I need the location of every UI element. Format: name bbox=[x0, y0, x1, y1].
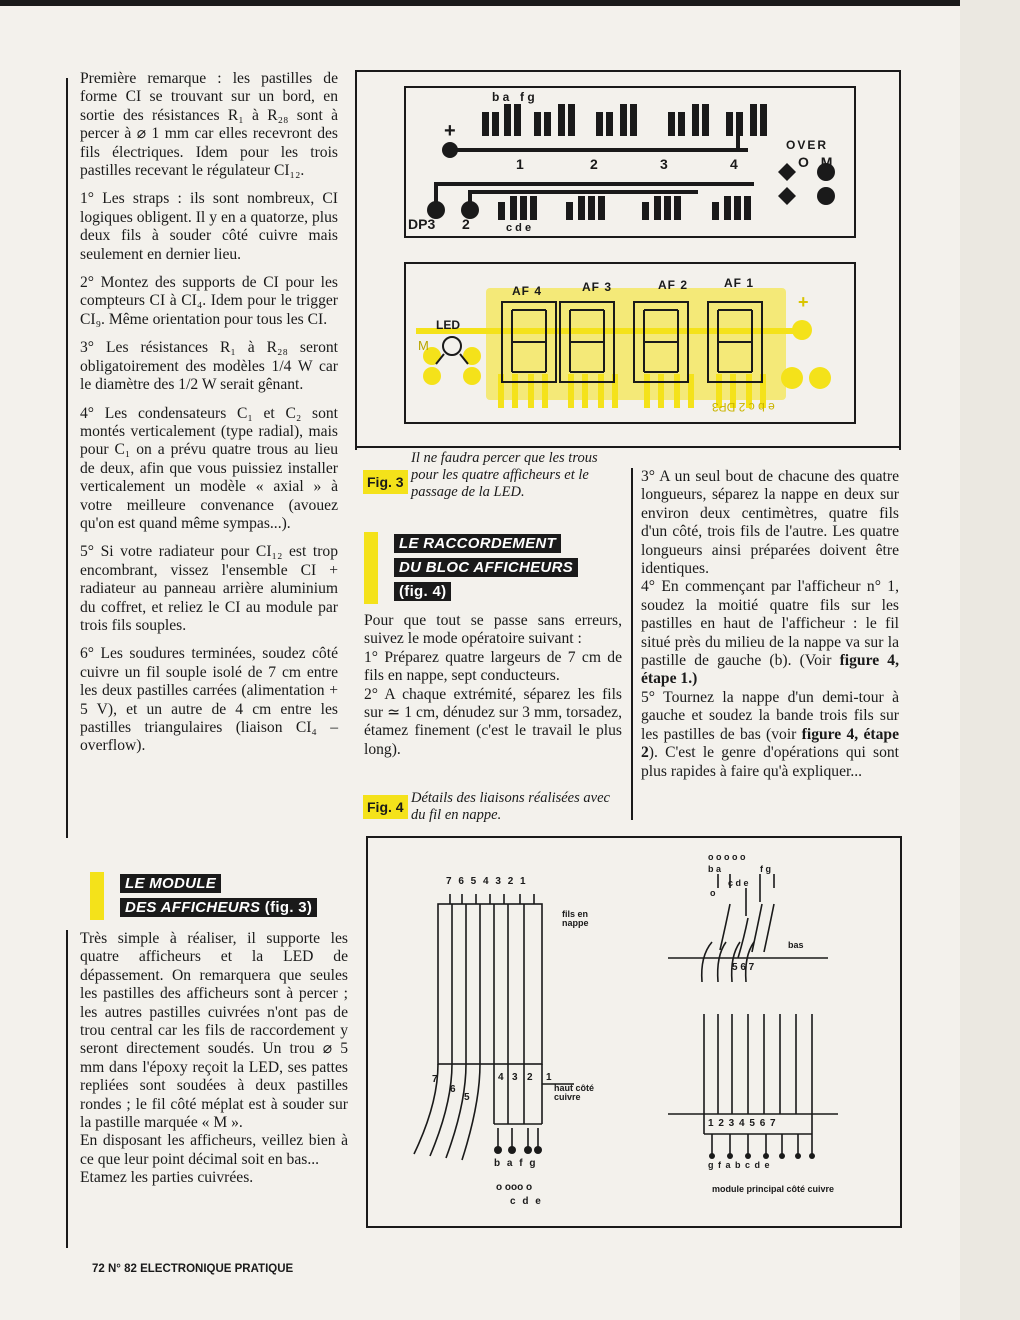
pcb-component-view bbox=[404, 262, 856, 424]
label-digit-2: 2 bbox=[590, 156, 598, 172]
label-digit-4: 4 bbox=[730, 156, 738, 172]
heading-accent bbox=[364, 532, 378, 604]
figure-tag: Fig. 4 bbox=[363, 795, 408, 819]
heading-line: DES AFFICHEURS (fig. 3) bbox=[120, 898, 317, 917]
label-3: 3 bbox=[512, 1072, 518, 1083]
paragraph: 2° A chaque extrémité, séparez les fils sur ≃ 1 cm, dénudez sur 3 mm, torsadez, étamez finement (c'est le travail le plus long). bbox=[364, 685, 622, 758]
label-mirror: e b c 2 DP3 bbox=[712, 400, 775, 414]
paragraph: 5° Si votre radiateur pour CI₁₂ est trop encombrant, vissez l'ensemble CI + radiateur au panneau arrière aluminium du coffret, et reliez le CI au module par trois fils souples. bbox=[80, 543, 338, 634]
left-column-continued bbox=[80, 930, 348, 1188]
pcb-component-drawing bbox=[406, 264, 854, 422]
top-bar bbox=[0, 0, 1020, 6]
label-fils-nappe: fils en nappe bbox=[562, 909, 589, 928]
pcb-copper-view bbox=[404, 86, 856, 238]
label-4: 4 bbox=[498, 1072, 504, 1083]
section-heading-raccordement bbox=[364, 532, 624, 604]
label-1234567: 1 2 3 4 5 6 7 bbox=[708, 1118, 777, 1129]
label-2: 2 bbox=[462, 216, 470, 232]
label-ba: b a bbox=[708, 864, 722, 874]
figure-caption: Détails des liaisons réalisées avec du fil en nappe. bbox=[411, 790, 610, 823]
label-module-principal: module principal côté cuivre bbox=[712, 1184, 835, 1194]
heading-accent bbox=[90, 872, 104, 920]
paragraph: Première remarque : les pastilles de forme CI se trouvant sur un bord, en sortie des résistances R₁ à R₂₈ sont à percer à ⌀ 1 mm car elles recevront des fils électriques. Idem pour les trois pastilles recevant le régulateur CI₁₂. bbox=[80, 70, 338, 180]
label-ba: b a bbox=[492, 90, 510, 104]
label-5: 5 bbox=[464, 1092, 470, 1103]
paragraph: 3° Les résistances R₁ à R₂₈ seront obligatoirement des modèles 1/4 W car le diamètre des 1/2 W serait gênant. bbox=[80, 339, 338, 394]
label-af1: AF 1 bbox=[724, 276, 755, 290]
label-6: 6 bbox=[450, 1084, 456, 1095]
heading-line: (fig. 4) bbox=[394, 582, 451, 601]
label-haut-cote-cuivre: haut côté cuivre bbox=[554, 1083, 595, 1102]
label-bas: bas bbox=[788, 940, 804, 950]
label-wire-numbers: 7 6 5 4 3 2 1 bbox=[446, 876, 528, 887]
paragraph: En disposant les afficheurs, veillez bien à ce que leur point décimal soit en bas... bbox=[80, 1132, 348, 1168]
label-af2: AF 2 bbox=[658, 278, 689, 292]
label-dots: o o o o o bbox=[708, 852, 746, 862]
label-567: 5 6 7 bbox=[732, 962, 755, 973]
label-digit-3: 3 bbox=[660, 156, 668, 172]
figure-frame bbox=[355, 70, 357, 450]
figure-tag: Fig. 3 bbox=[363, 470, 408, 494]
label-plus-yellow: + bbox=[798, 292, 809, 312]
label-cde: c d e bbox=[506, 222, 532, 234]
figure-caption: Il ne faudra percer que les trous pour les quatre afficheurs et le passage de la LED. bbox=[411, 450, 598, 500]
paragraph: Etamez les parties cuivrées. bbox=[80, 1169, 254, 1187]
figure-4 bbox=[366, 836, 902, 1228]
paragraph: 4° Les condensateurs C₁ et C₂ sont montés verticalement (type radial), mais pour C₁ on a prévu quatre trous au lieu de deux, afin que vous puissiez installer verticalement un modèle « axial » à votre meilleure convenance (avouez qu'on est quand même sympas...). bbox=[80, 404, 338, 532]
middle-column bbox=[364, 612, 622, 759]
paragraph: Pour que tout se passe sans erreurs, suivez le mode opératoire suivant : bbox=[364, 612, 622, 648]
label-fg: f g bbox=[520, 90, 535, 104]
label-fg: f g bbox=[760, 864, 771, 874]
paragraph: 2° Montez des supports de CI pour les compteurs CI à CI₄. Idem pour le trigger CI₉. Même orientation pour tous les CI. bbox=[80, 274, 338, 328]
label-dp3: DP3 bbox=[408, 216, 436, 232]
ribbon-wiring-drawing bbox=[368, 838, 900, 1226]
page-footer: 72 N° 82 ELECTRONIQUE PRATIQUE bbox=[92, 1263, 294, 1275]
paragraph: 5° Tournez la nappe d'un demi-tour à gauche et soudez la bande trois fils sur les pastilles de bas (voir figure 4, étape 2). C'est le genre d'opérations qui sont plus rapides à faire qu'à expliquer... bbox=[641, 688, 899, 780]
pcb-copper-drawing bbox=[406, 88, 854, 236]
label-o: o bbox=[710, 888, 716, 898]
paragraph: 3° A un seul bout de chacune des quatre longueurs, séparez la nappe en deux sur environ deux centimètres, quatre fils d'un côté, trois fils de l'autre. Les quatre longueurs ainsi préparées doivent être identiques. bbox=[641, 468, 899, 578]
column-rule bbox=[66, 78, 68, 838]
label-m: M bbox=[418, 338, 429, 353]
label-bafg: b a f g bbox=[494, 1158, 538, 1169]
paragraph: 4° En commençant par l'afficheur n° 1, soudez la moitié quatre fils sur les pastilles en haut de l'afficheur : le fil situé près du milieu de la nappe va sur la pastille de gauche (b). (Voir figure 4, étape 1.) bbox=[641, 578, 899, 688]
paragraph: 1° Les straps : ils sont nombreux, CI logiques obligent. Il y en a quatorze, plus deux fils à souder côté cuivre mais seulement en dernier lieu. bbox=[80, 190, 338, 263]
heading-line: LE MODULE bbox=[120, 874, 221, 893]
heading-line: DU BLOC AFFICHEURS bbox=[394, 558, 578, 577]
label-digit-1: 1 bbox=[516, 156, 524, 172]
label-1: 1 bbox=[546, 1072, 552, 1083]
label-led: LED bbox=[436, 318, 460, 332]
page-edge bbox=[960, 0, 1020, 1320]
section-heading-module bbox=[90, 872, 350, 920]
figure-frame bbox=[355, 70, 901, 72]
pad-row-top bbox=[482, 104, 767, 136]
heading-line: LE RACCORDEMENT bbox=[394, 534, 561, 553]
left-column bbox=[80, 70, 338, 766]
figure-frame bbox=[355, 446, 901, 448]
pad-row-bottom bbox=[498, 196, 751, 220]
label-2: 2 bbox=[527, 1072, 533, 1083]
column-rule bbox=[66, 930, 68, 1248]
label-plus: + bbox=[444, 120, 456, 142]
label-dots: o ooo o bbox=[496, 1182, 533, 1193]
label-gfabcde: g f a b c d e bbox=[708, 1160, 771, 1170]
figure-frame bbox=[899, 70, 901, 450]
paragraph: 6° Les soudures terminées, soudez côté cuivre un fil souple isolé de 7 cm entre les deux pastilles carrées (alimentation + 5 V), et un autre de 4 cm entre les pastilles triangulaires (liaison CI₄ – overflow). bbox=[80, 645, 338, 755]
paragraph: Très simple à réaliser, il supporte les quatre afficheurs et la LED de dépassement. On remarquera que seules les pastilles des afficheurs sont à percer ; les autres pastilles cuivrées n'ont pas de trou central car les fils de raccordement y seront directement soudés. Un trou ⌀ 5 mm dans l'époxy reçoit la LED, ses pattes repliées sont soudées à deux pastilles rondes ; le fil côté méplat est à souder sur la pastille marquée « M ». bbox=[80, 930, 348, 1132]
label-af3: AF 3 bbox=[582, 280, 613, 294]
label-cde: c d e bbox=[728, 878, 749, 888]
label-om: O M bbox=[798, 154, 837, 170]
column-rule bbox=[631, 468, 633, 820]
paragraph: 1° Préparez quatre largeurs de 7 cm de fils en nappe, sept conducteurs. bbox=[364, 648, 622, 685]
label-7: 7 bbox=[432, 1074, 438, 1085]
label-af4: AF 4 bbox=[512, 284, 543, 298]
right-column bbox=[641, 468, 899, 781]
label-over: OVER bbox=[786, 138, 829, 152]
label-cde: c d e bbox=[510, 1196, 543, 1207]
